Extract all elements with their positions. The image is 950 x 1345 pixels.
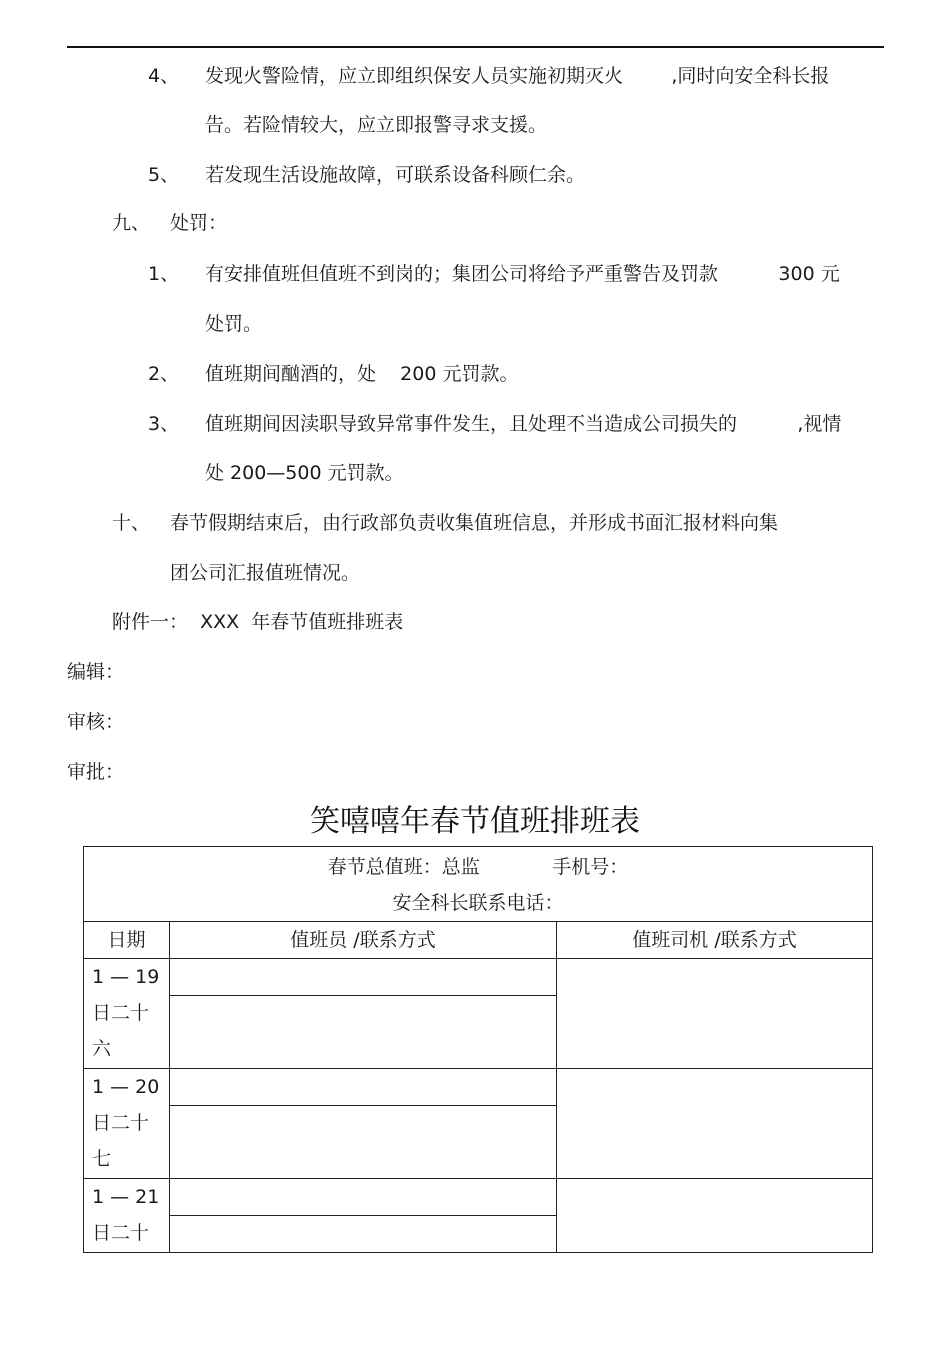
reviewer-label: 审核： bbox=[67, 711, 125, 733]
item-text-line: 告。若险情较大，应立即报警寻求支援。 bbox=[205, 114, 548, 136]
schedule-header bbox=[84, 847, 873, 922]
safety-chief-phone-line: 安全科长联系电话： bbox=[392, 892, 564, 914]
date-line: 1 — 21 bbox=[92, 1186, 160, 1208]
item-number: 5、 bbox=[148, 164, 180, 186]
column-header-driver: 值班司机 /联系方式 bbox=[557, 922, 873, 959]
table-row bbox=[84, 1179, 873, 1216]
item-number: 4、 bbox=[148, 65, 180, 87]
section-text-line: 团公司汇报值班情况。 bbox=[170, 562, 361, 584]
staff-cell bbox=[170, 1069, 557, 1106]
staff-cell bbox=[170, 1106, 557, 1179]
table-row bbox=[84, 959, 873, 996]
date-line: 日二十 bbox=[92, 1112, 150, 1134]
item-number: 1、 bbox=[148, 263, 180, 285]
table-row bbox=[84, 1069, 873, 1106]
date-line: 日二十 bbox=[92, 1002, 150, 1024]
editor-label: 编辑： bbox=[67, 661, 125, 683]
approver-label: 审批： bbox=[67, 761, 125, 783]
item-text-line: 有安排值班但值班不到岗的；集团公司将给予严重警告及罚款 300 元 bbox=[205, 263, 840, 285]
staff-cell bbox=[170, 1216, 557, 1253]
staff-cell bbox=[170, 959, 557, 996]
driver-cell bbox=[557, 1069, 873, 1179]
item-text-line: 值班期间酗酒的，处 200 元罚款。 bbox=[205, 363, 519, 385]
date-cell bbox=[84, 959, 170, 1069]
item-text-line: 发现火警险情，应立即组织保安人员实施初期灭火 ,同时向安全科长报 bbox=[205, 65, 830, 87]
item-text-line: 若发现生活设施故障，可联系设备科顾仁余。 bbox=[205, 164, 586, 186]
driver-cell bbox=[557, 959, 873, 1069]
column-header-date: 日期 bbox=[84, 922, 170, 959]
top-rule bbox=[67, 46, 884, 48]
driver-cell bbox=[557, 1179, 873, 1253]
section-heading: 处罚： bbox=[170, 212, 228, 234]
date-cell bbox=[84, 1179, 170, 1253]
item-text-line: 处罚。 bbox=[205, 313, 263, 335]
duty-manager-line: 春节总值班：总监 手机号： bbox=[327, 856, 629, 878]
section-number: 九、 bbox=[112, 212, 151, 234]
date-line: 1 — 19 bbox=[92, 966, 160, 988]
schedule-table bbox=[83, 846, 873, 1253]
date-cell bbox=[84, 1069, 170, 1179]
attachment-note: 附件一： XXX 年春节值班排班表 bbox=[112, 611, 404, 633]
date-line: 七 bbox=[92, 1148, 112, 1170]
staff-cell bbox=[170, 996, 557, 1069]
item-text-line: 处 200—500 元罚款。 bbox=[205, 462, 404, 484]
section-text-line: 春节假期结束后，由行政部负责收集值班信息，并形成书面汇报材料向集 bbox=[170, 512, 779, 534]
staff-cell bbox=[170, 1179, 557, 1216]
date-line: 1 — 20 bbox=[92, 1076, 160, 1098]
column-header-staff: 值班员 /联系方式 bbox=[170, 922, 557, 959]
section-number: 十、 bbox=[112, 512, 151, 534]
date-line: 六 bbox=[92, 1038, 112, 1060]
item-text-line: 值班期间因渎职导致异常事件发生，且处理不当造成公司损失的 ,视情 bbox=[205, 413, 842, 435]
date-line: 日二十 bbox=[92, 1222, 150, 1244]
item-number: 3、 bbox=[148, 413, 180, 435]
schedule-title: 笑嘻嘻年春节值班排班表 bbox=[310, 804, 640, 839]
item-number: 2、 bbox=[148, 363, 180, 385]
